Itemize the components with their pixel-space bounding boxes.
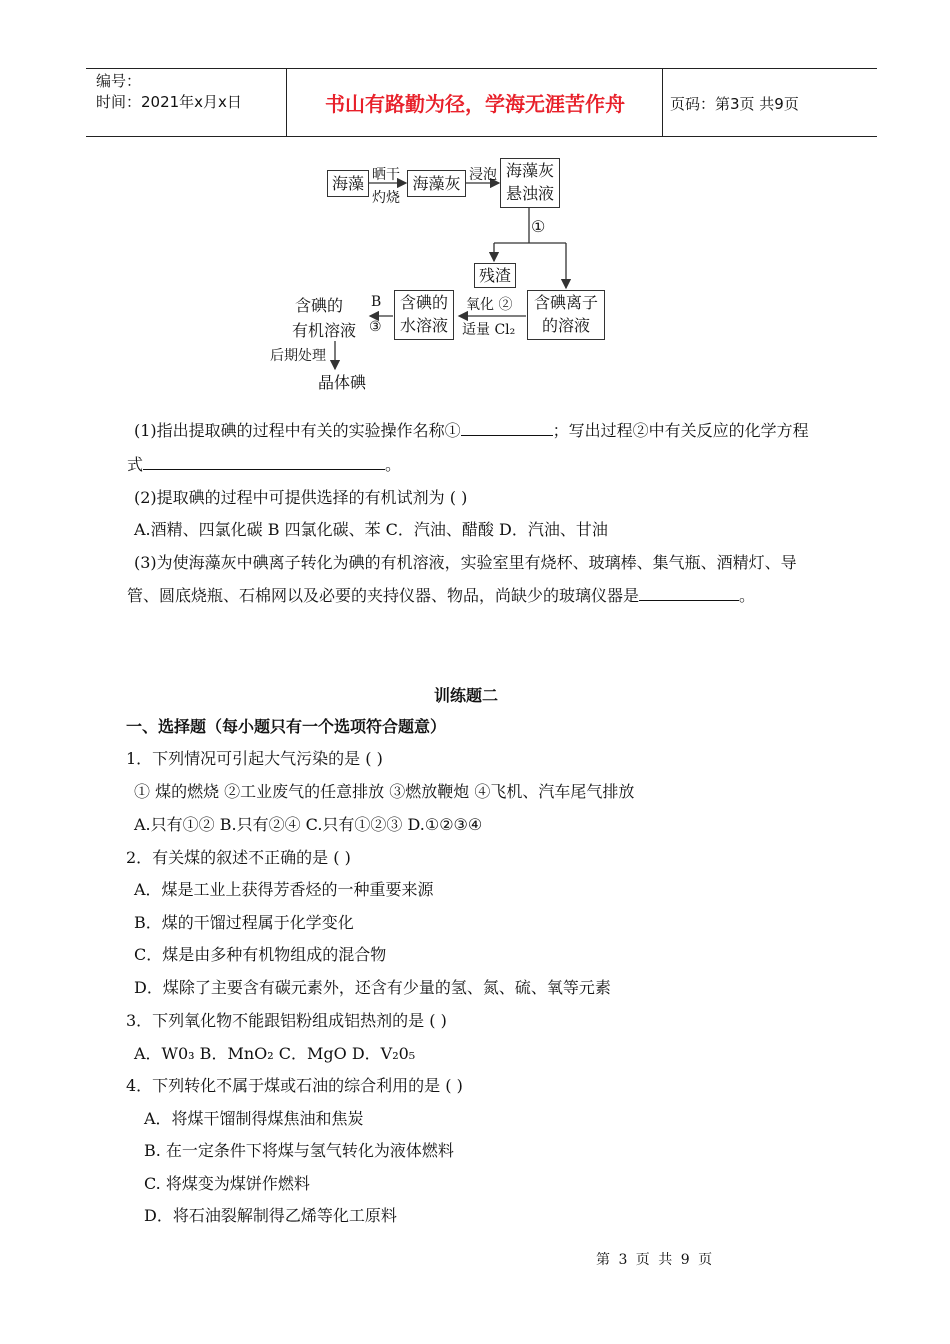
label-post: 后期处理 [270,348,326,364]
diagram-arrows [0,0,950,400]
mc-question-1-options: A.只有①② B.只有②④ C.只有①②③ D.①②③④ [134,815,483,834]
section-title: 训练题二 [434,686,499,705]
node-seaweed: 海藻 [327,170,369,197]
question-3-line-2 [127,583,755,606]
question-1-line-2 [127,452,401,475]
node-suspension [500,158,560,208]
mc-question-2-option-b: B．煤的干馏过程属于化学变化 [134,913,354,932]
node-text: 含碘离子 [533,293,598,312]
label-cl2: 适量 Cl₂ [462,322,516,338]
mc-question-4-option-b: B. 在一定条件下将煤与氢气转化为液体燃料 [144,1141,454,1160]
question-3-line-1: (3)为使海藻灰中碘离子转化为碘的有机溶液，实验室里有烧杯、玻璃棒、集气瓶、酒精灯、导 [134,553,797,572]
mc-question-3-options: A．W0₃ B．MnO₂ C．MgO D．V₂0₅ [134,1044,416,1063]
page-footer: 第 3 页 共 9 页 [596,1252,713,1268]
number-label: 编号： [96,72,142,90]
label-step1: ① [531,217,546,236]
node-organic-2: 有机溶液 [292,321,357,340]
time-label: 时间：2021年x月x日 [96,93,242,111]
mc-question-4: 4．下列转化不属于煤或石油的综合利用的是 ( ) [126,1076,463,1095]
section-heading: 一、选择题（每小题只有一个选项符合题意） [126,717,447,736]
mc-question-3: 3．下列氧化物不能跟铝粉组成铝热剂的是 ( ) [126,1011,447,1030]
answer-blank[interactable] [461,421,553,436]
node-text: 的溶液 [541,316,590,335]
mc-question-2: 2．有关煤的叙述不正确的是 ( ) [126,848,351,867]
question-1-line-1 [134,418,809,441]
node-text: 水溶液 [399,316,448,335]
question-text: 。 [385,455,402,474]
mc-question-4-option-d: D．将石油裂解制得乙烯等化工原料 [144,1206,397,1225]
motto: 书山有路勤为径，学海无涯苦作舟 [325,92,625,116]
node-text: 含碘的 [399,293,448,312]
question-text: 。 [739,586,756,605]
node-residue: 残渣 [474,263,516,288]
label-dry: 晒干 [372,167,400,183]
label-soak: 浸泡 [469,167,497,183]
question-2: (2)提取碘的过程中可提供选择的有机试剂为 ( ) [134,488,468,507]
answer-blank[interactable] [639,586,739,601]
question-2-options: A.酒精、四氯化碳 B 四氯化碳、苯 C．汽油、醋酸 D．汽油、甘油 [134,520,608,539]
label-step3: ③ [369,319,382,335]
mc-question-4-option-c: C. 将煤变为煤饼作燃料 [144,1174,310,1193]
mc-question-2-option-a: A．煤是工业上获得芳香烃的一种重要来源 [134,880,434,899]
question-text: 管、圆底烧瓶、石棉网以及必要的夹持仪器、物品，尚缺少的玻璃仪器是 [127,586,640,605]
node-iodide-solution [527,290,605,340]
answer-blank[interactable] [143,455,385,470]
mc-question-1-items: ① 煤的燃烧 ②工业废气的任意排放 ③燃放鞭炮 ④飞机、汽车尾气排放 [134,782,635,801]
mc-question-1: 1．下列情况可引起大气污染的是 ( ) [126,749,383,768]
question-text: (1)指出提取碘的过程中有关的实验操作名称① [134,421,461,440]
question-text: ；写出过程②中有关反应的化学方程 [552,421,809,440]
mc-question-2-option-d: D．煤除了主要含有碳元素外，还含有少量的氢、氮、硫、氧等元素 [134,978,611,997]
node-organic-1: 含碘的 [295,296,344,315]
mc-question-4-option-a: A．将煤干馏制得煤焦油和焦炭 [144,1109,364,1128]
node-aqueous-iodine [394,290,454,340]
node-text: 海藻灰 [505,161,554,180]
node-text: 悬浊液 [505,184,554,203]
label-b: B [371,294,382,310]
page-label: 页码：第3页 共9页 [670,95,799,113]
node-seaweed-ash: 海藻灰 [407,170,466,197]
label-burn: 灼烧 [372,190,400,206]
node-crystal-iodine: 晶体碘 [318,373,367,392]
mc-question-2-option-c: C．煤是由多种有机物组成的混合物 [134,945,387,964]
question-text: 式 [127,455,144,474]
label-oxidize: 氧化 ② [466,297,513,313]
